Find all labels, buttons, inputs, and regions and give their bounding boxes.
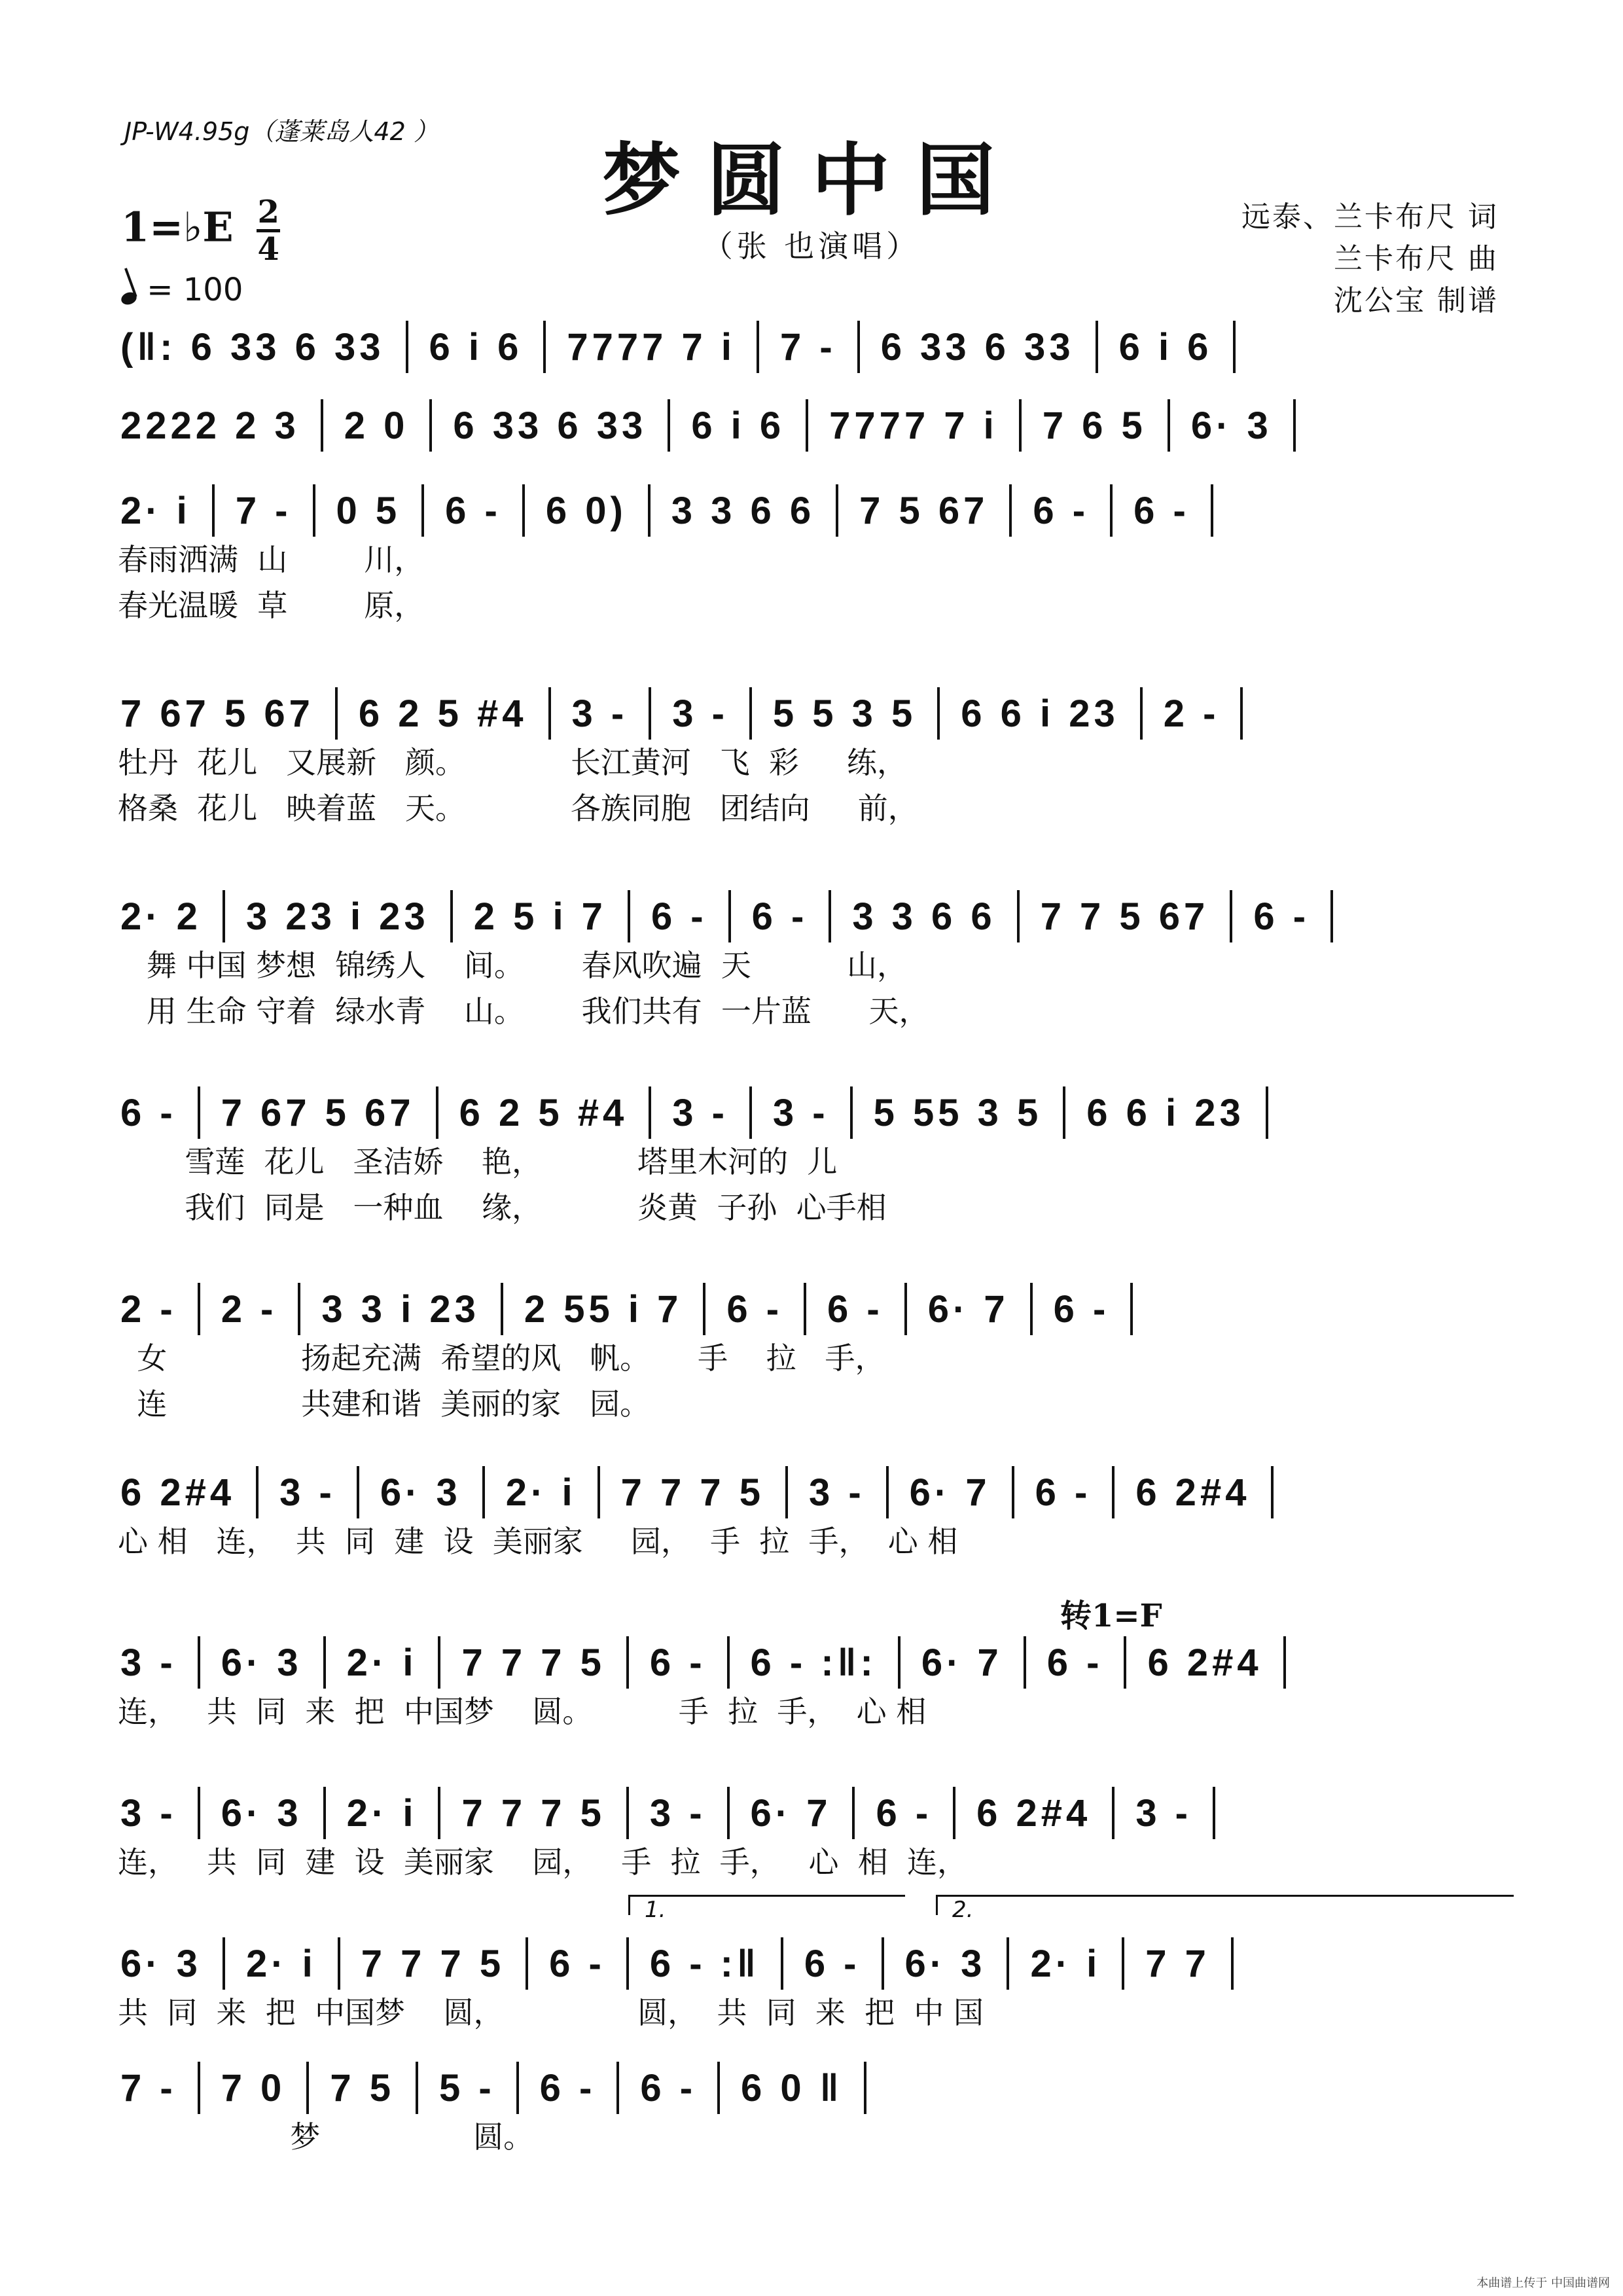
- measure: 2 0: [344, 404, 409, 447]
- measure: 5 55 3 5: [873, 1091, 1043, 1134]
- measure: 7 -: [120, 2066, 177, 2109]
- bar-line: [749, 1086, 752, 1139]
- bar-line: [548, 687, 551, 740]
- measure: 6 -: [876, 1791, 933, 1835]
- meter-top: 2: [257, 194, 279, 230]
- bar-line: [904, 1283, 907, 1335]
- measure: 6· 3: [1190, 404, 1272, 447]
- measure: 6 33 6 33: [453, 404, 647, 447]
- lyric-line: 牡丹 花儿 又展新 颜。 长江黄河 飞 彩 练，: [118, 745, 908, 780]
- bar-line: [728, 890, 731, 942]
- bar-line: [850, 1086, 853, 1139]
- bar-line: [1096, 321, 1098, 373]
- bar-line: [806, 399, 808, 452]
- measure: 5 5 3 5: [772, 692, 917, 735]
- bar-line: [522, 484, 525, 537]
- measure: 6· 3: [221, 1641, 302, 1684]
- score-system: [118, 890, 1518, 1034]
- lyric-line: 女 扬起充满 希望的风 帆。 手 拉 手，: [118, 1340, 885, 1376]
- bar-line: [597, 1466, 600, 1518]
- measure: 6 2#4: [976, 1791, 1092, 1835]
- measure: 3 3 i 23: [321, 1287, 480, 1331]
- measure: (‖: 6 33 6 33: [120, 325, 385, 368]
- bar-line: [1293, 399, 1296, 452]
- measure: 3 -: [120, 1641, 177, 1684]
- bar-line: [223, 1937, 225, 1990]
- lyric-line: 春光温暖 草 原，: [118, 588, 425, 623]
- measure: 6 2 5 #4: [459, 1091, 628, 1134]
- bar-line: [1007, 1937, 1009, 1990]
- bar-line: [852, 1787, 855, 1839]
- bar-line: [886, 1466, 889, 1518]
- score-system: [118, 1787, 1518, 1885]
- bar-line: [516, 2062, 519, 2114]
- bar-line: [1271, 1466, 1274, 1518]
- measure: 7 7 7 5: [461, 1641, 605, 1684]
- score-system: [118, 1283, 1518, 1427]
- measure: 6 - :‖:: [750, 1641, 877, 1684]
- bar-line: [1240, 687, 1243, 740]
- measure: 2 -: [1163, 692, 1220, 735]
- bar-line: [626, 1787, 629, 1839]
- measure: 7777 7 i: [567, 325, 736, 368]
- measure: 6 i 6: [691, 404, 785, 447]
- notation-row: [118, 1466, 1518, 1518]
- measure: 3 -: [672, 1091, 728, 1134]
- bar-line: [727, 1636, 730, 1689]
- measure: 6 -: [1046, 1641, 1103, 1684]
- time-signature: [257, 194, 280, 268]
- bar-line: [1122, 1937, 1124, 1990]
- measure: 6 -: [549, 1942, 605, 1985]
- measure: 7 5: [330, 2066, 395, 2109]
- measure: 6· 3: [120, 1942, 202, 1985]
- bar-line: [198, 2062, 200, 2114]
- measure: 7777 7 i: [829, 404, 998, 447]
- bar-line: [616, 2062, 619, 2114]
- bar-line: [1213, 1787, 1215, 1839]
- measure: 6 33 6 33: [880, 325, 1075, 368]
- bar-line: [212, 484, 215, 537]
- bar-line: [501, 1283, 503, 1335]
- bar-line: [1233, 321, 1236, 373]
- measure: 6 -: [1253, 895, 1310, 938]
- key-signature: [121, 194, 280, 268]
- measure: 6 -: [445, 489, 501, 532]
- measure: 3 23 i 23: [245, 895, 429, 938]
- bar-line: [836, 484, 838, 537]
- bar-line: [421, 484, 424, 537]
- measure: 3 -: [1135, 1791, 1192, 1835]
- bar-line: [1140, 687, 1143, 740]
- measure: 6 -: [539, 2066, 596, 2109]
- source-note: JP-W4.95g（蓬莱岛人42 ）: [124, 117, 438, 146]
- bar-line: [198, 1636, 200, 1689]
- bar-line: [1030, 1283, 1033, 1335]
- bar-line: [717, 2062, 720, 2114]
- arranger-credit: 沈公宝 制谱: [1334, 284, 1499, 317]
- bar-line: [298, 1283, 300, 1335]
- bar-line: [256, 1466, 259, 1518]
- measure: 7 7 7 5: [620, 1471, 764, 1514]
- bar-line: [357, 1466, 359, 1518]
- singer-note: （张 也演唱）: [702, 228, 921, 264]
- bar-line: [306, 2062, 309, 2114]
- measure: 6 2#4: [1147, 1641, 1262, 1684]
- notation-row: [118, 321, 1518, 373]
- score-system: [118, 2062, 1518, 2160]
- measure: 2 -: [120, 1287, 177, 1331]
- measure: 7 67 5 67: [120, 692, 314, 735]
- measure: 6 6 i 23: [961, 692, 1119, 735]
- bar-line: [829, 890, 831, 942]
- lyric-line: 格桑 花儿 映着蓝 天。 各族同胞 团结向 前，: [118, 791, 918, 826]
- measure: 6 -: [1133, 489, 1190, 532]
- measure: 7 -: [235, 489, 292, 532]
- measure: 6 -: [751, 895, 808, 938]
- measure: 6 -: [726, 1287, 783, 1331]
- bar-line: [482, 1466, 485, 1518]
- score-system: [118, 321, 1518, 373]
- measure: 2 5 i 7: [473, 895, 607, 938]
- measure: 0 5: [336, 489, 401, 532]
- key-label: 1=♭E: [121, 203, 234, 251]
- score-system: [118, 1636, 1518, 1734]
- measure: 6 -: [1033, 489, 1090, 532]
- lyric-line: 共 同 来 把 中国梦 圆， 圆， 共 同 来 把 中 国: [118, 1995, 984, 2030]
- score-system: [118, 484, 1518, 628]
- measure: 6 -: [651, 895, 707, 938]
- bar-line: [438, 1787, 440, 1839]
- bar-line: [323, 1636, 326, 1689]
- measure: 6· 3: [380, 1471, 461, 1514]
- bar-line: [757, 321, 759, 373]
- measure: 6 i 6: [429, 325, 523, 368]
- bar-line: [323, 1787, 326, 1839]
- measure: 6· 3: [221, 1791, 302, 1835]
- notation-row: [118, 2062, 1518, 2114]
- measure: 3 -: [571, 692, 628, 735]
- lyric-line: 用 生命 守着 绿水青 山。 我们共有 一片蓝 天，: [118, 994, 929, 1029]
- measure: 7 5 67: [859, 489, 989, 532]
- bar-line: [1124, 1636, 1126, 1689]
- score-system: [118, 1937, 1518, 2036]
- tempo-marking: [121, 272, 243, 308]
- bar-line: [526, 1937, 528, 1990]
- lyric-line: 雪莲 花儿 圣洁娇 艳， 塔里木河的 儿: [118, 1144, 838, 1179]
- measure: 7 7 7 5: [461, 1791, 605, 1835]
- measure: 7 6 5: [1042, 404, 1147, 447]
- bar-line: [727, 1787, 730, 1839]
- measure: 6 6 i 23: [1086, 1091, 1245, 1134]
- lyric-line: 连， 共 同 来 把 中国梦 圆。 手 拉 手， 心 相: [118, 1694, 927, 1729]
- measure: 6 - :‖: [649, 1942, 760, 1985]
- bar-line: [1009, 484, 1012, 537]
- measure: 2 55 i 7: [524, 1287, 683, 1331]
- bar-line: [429, 399, 432, 452]
- measure: 6 2 5 #4: [358, 692, 527, 735]
- measure: 6· 3: [904, 1942, 986, 1985]
- bar-line: [438, 1636, 440, 1689]
- measure: 7 0: [221, 2066, 286, 2109]
- measure: 6 -: [649, 1641, 706, 1684]
- modulation-mark: 转1=F: [1060, 1598, 1162, 1634]
- lyric-line: 连 共建和谐 美丽的家 园。: [118, 1386, 651, 1422]
- bar-line: [1211, 484, 1213, 537]
- measure: 2· i: [245, 1942, 317, 1985]
- bar-line: [1168, 399, 1170, 452]
- measure: 6 -: [1053, 1287, 1110, 1331]
- credits: [1241, 196, 1499, 322]
- lyricist-credit: 远泰、兰卡布尺 词: [1241, 200, 1499, 234]
- measure: 6 2#4: [120, 1471, 236, 1514]
- notation-row: [118, 399, 1518, 452]
- bar-line: [416, 2062, 418, 2114]
- lyric-line: 舞 中国 梦想 锦绣人 间。 春风吹遍 天 山，: [118, 948, 908, 983]
- measure: 6· 7: [750, 1791, 832, 1835]
- bar-line: [321, 399, 323, 452]
- bar-line: [628, 890, 630, 942]
- bar-line: [898, 1636, 901, 1689]
- bar-line: [857, 321, 860, 373]
- measure: 5 -: [438, 2066, 495, 2109]
- measure: 6· 7: [927, 1287, 1009, 1331]
- second-ending-bracket: [936, 1895, 1514, 1915]
- bar-line: [668, 399, 670, 452]
- bar-line: [1024, 1636, 1026, 1689]
- measure: 7 -: [780, 325, 836, 368]
- bar-line: [313, 484, 315, 537]
- bar-line: [1283, 1636, 1286, 1689]
- bar-line: [436, 1086, 438, 1139]
- bar-line: [649, 1086, 651, 1139]
- notation-row: [118, 1937, 1518, 1990]
- bar-line: [543, 321, 546, 373]
- notation-row: [118, 1283, 1518, 1335]
- bar-line: [648, 484, 651, 537]
- footer-note: 本曲谱上传于 中国曲谱网: [1476, 2276, 1610, 2290]
- lyric-line: 心 相 连， 共 同 建 设 美丽家 园， 手 拉 手， 心 相: [118, 1524, 958, 1559]
- measure: 2222 2 3: [120, 404, 300, 447]
- measure: 2· i: [505, 1471, 577, 1514]
- measure: 6 i 6: [1118, 325, 1213, 368]
- bar-line: [198, 1086, 200, 1139]
- measure: 6 2#4: [1135, 1471, 1251, 1514]
- bar-line: [882, 1937, 884, 1990]
- measure: 6· 7: [909, 1471, 991, 1514]
- measure: 2· 2: [120, 895, 202, 938]
- measure: 7 67 5 67: [221, 1091, 415, 1134]
- lyric-line: 梦 圆。: [118, 2119, 534, 2155]
- bar-line: [1130, 1283, 1133, 1335]
- measure: 6 0 ‖: [741, 2066, 843, 2109]
- measure: 2· i: [346, 1641, 418, 1684]
- measure: 6 -: [120, 1091, 177, 1134]
- notation-row: [118, 687, 1518, 740]
- measure: 6· 7: [921, 1641, 1003, 1684]
- first-ending-label: 1.: [645, 1897, 666, 1923]
- measure: 3 -: [772, 1091, 829, 1134]
- bar-line: [781, 1937, 783, 1990]
- meter-bottom: 4: [257, 231, 279, 268]
- second-ending-label: 2.: [952, 1897, 974, 1923]
- notation-row: [118, 484, 1518, 537]
- tempo-value: = 100: [147, 272, 243, 308]
- composer-credit: 兰卡布尺 曲: [1334, 242, 1499, 276]
- bar-line: [223, 890, 225, 942]
- bar-line: [338, 1937, 340, 1990]
- notation-row: [118, 1636, 1518, 1689]
- measure: 7 7 5 67: [1040, 895, 1209, 938]
- measure: 6 -: [804, 1942, 861, 1985]
- measure: 6 -: [640, 2066, 697, 2109]
- bar-line: [703, 1283, 705, 1335]
- page-title: 梦圆中国: [602, 134, 1021, 226]
- bar-line: [804, 1283, 806, 1335]
- bar-line: [335, 687, 338, 740]
- bar-line: [1017, 890, 1020, 942]
- first-ending-bracket: [628, 1895, 905, 1915]
- notation-row: [118, 1086, 1518, 1139]
- score-system: [118, 399, 1518, 452]
- bar-line: [1330, 890, 1333, 942]
- bar-line: [450, 890, 453, 942]
- measure: 3 -: [120, 1791, 177, 1835]
- measure: 2· i: [346, 1791, 418, 1835]
- bar-line: [1231, 1937, 1234, 1990]
- bar-line: [785, 1466, 788, 1518]
- bar-line: [937, 687, 940, 740]
- bar-line: [626, 1636, 629, 1689]
- measure: 3 3 6 6: [852, 895, 996, 938]
- bar-line: [749, 687, 752, 740]
- measure: 3 -: [672, 692, 728, 735]
- measure: 6 -: [1035, 1471, 1092, 1514]
- bar-line: [626, 1937, 629, 1990]
- score-system: [118, 1086, 1518, 1230]
- bar-line: [1230, 890, 1232, 942]
- bar-line: [1063, 1086, 1065, 1139]
- lyric-line: 我们 同是 一种血 缘， 炎黄 子孙 心手相: [118, 1190, 887, 1225]
- measure: 7 7 7 5: [361, 1942, 505, 1985]
- bar-line: [1112, 1787, 1115, 1839]
- bar-line: [864, 2062, 866, 2114]
- measure: 6 0): [545, 489, 627, 532]
- lyric-line: 连， 共 同 建 设 美丽家 园， 手 拉 手， 心 相 连，: [118, 1844, 968, 1880]
- measure: 3 -: [279, 1471, 336, 1514]
- bar-line: [1012, 1466, 1014, 1518]
- bar-line: [198, 1283, 200, 1335]
- score-system: [118, 1466, 1518, 1564]
- bar-line: [198, 1787, 200, 1839]
- bar-line: [953, 1787, 955, 1839]
- bar-line: [649, 687, 651, 740]
- measure: 3 3 6 6: [671, 489, 815, 532]
- lyric-line: 春雨洒满 山 川，: [118, 542, 425, 577]
- measure: 7 7: [1145, 1942, 1210, 1985]
- notation-row: [118, 1787, 1518, 1839]
- bar-line: [1019, 399, 1022, 452]
- score-system: [118, 687, 1518, 831]
- measure: 2· i: [120, 489, 191, 532]
- measure: 2· i: [1030, 1942, 1101, 1985]
- measure: 3 -: [808, 1471, 865, 1514]
- bar-line: [1112, 1466, 1115, 1518]
- bar-line: [1266, 1086, 1268, 1139]
- notation-row: [118, 890, 1518, 942]
- bar-line: [1110, 484, 1113, 537]
- quarter-note-icon: [120, 290, 139, 306]
- measure: 2 -: [221, 1287, 277, 1331]
- measure: 3 -: [649, 1791, 706, 1835]
- bar-line: [406, 321, 408, 373]
- measure: 6 -: [827, 1287, 883, 1331]
